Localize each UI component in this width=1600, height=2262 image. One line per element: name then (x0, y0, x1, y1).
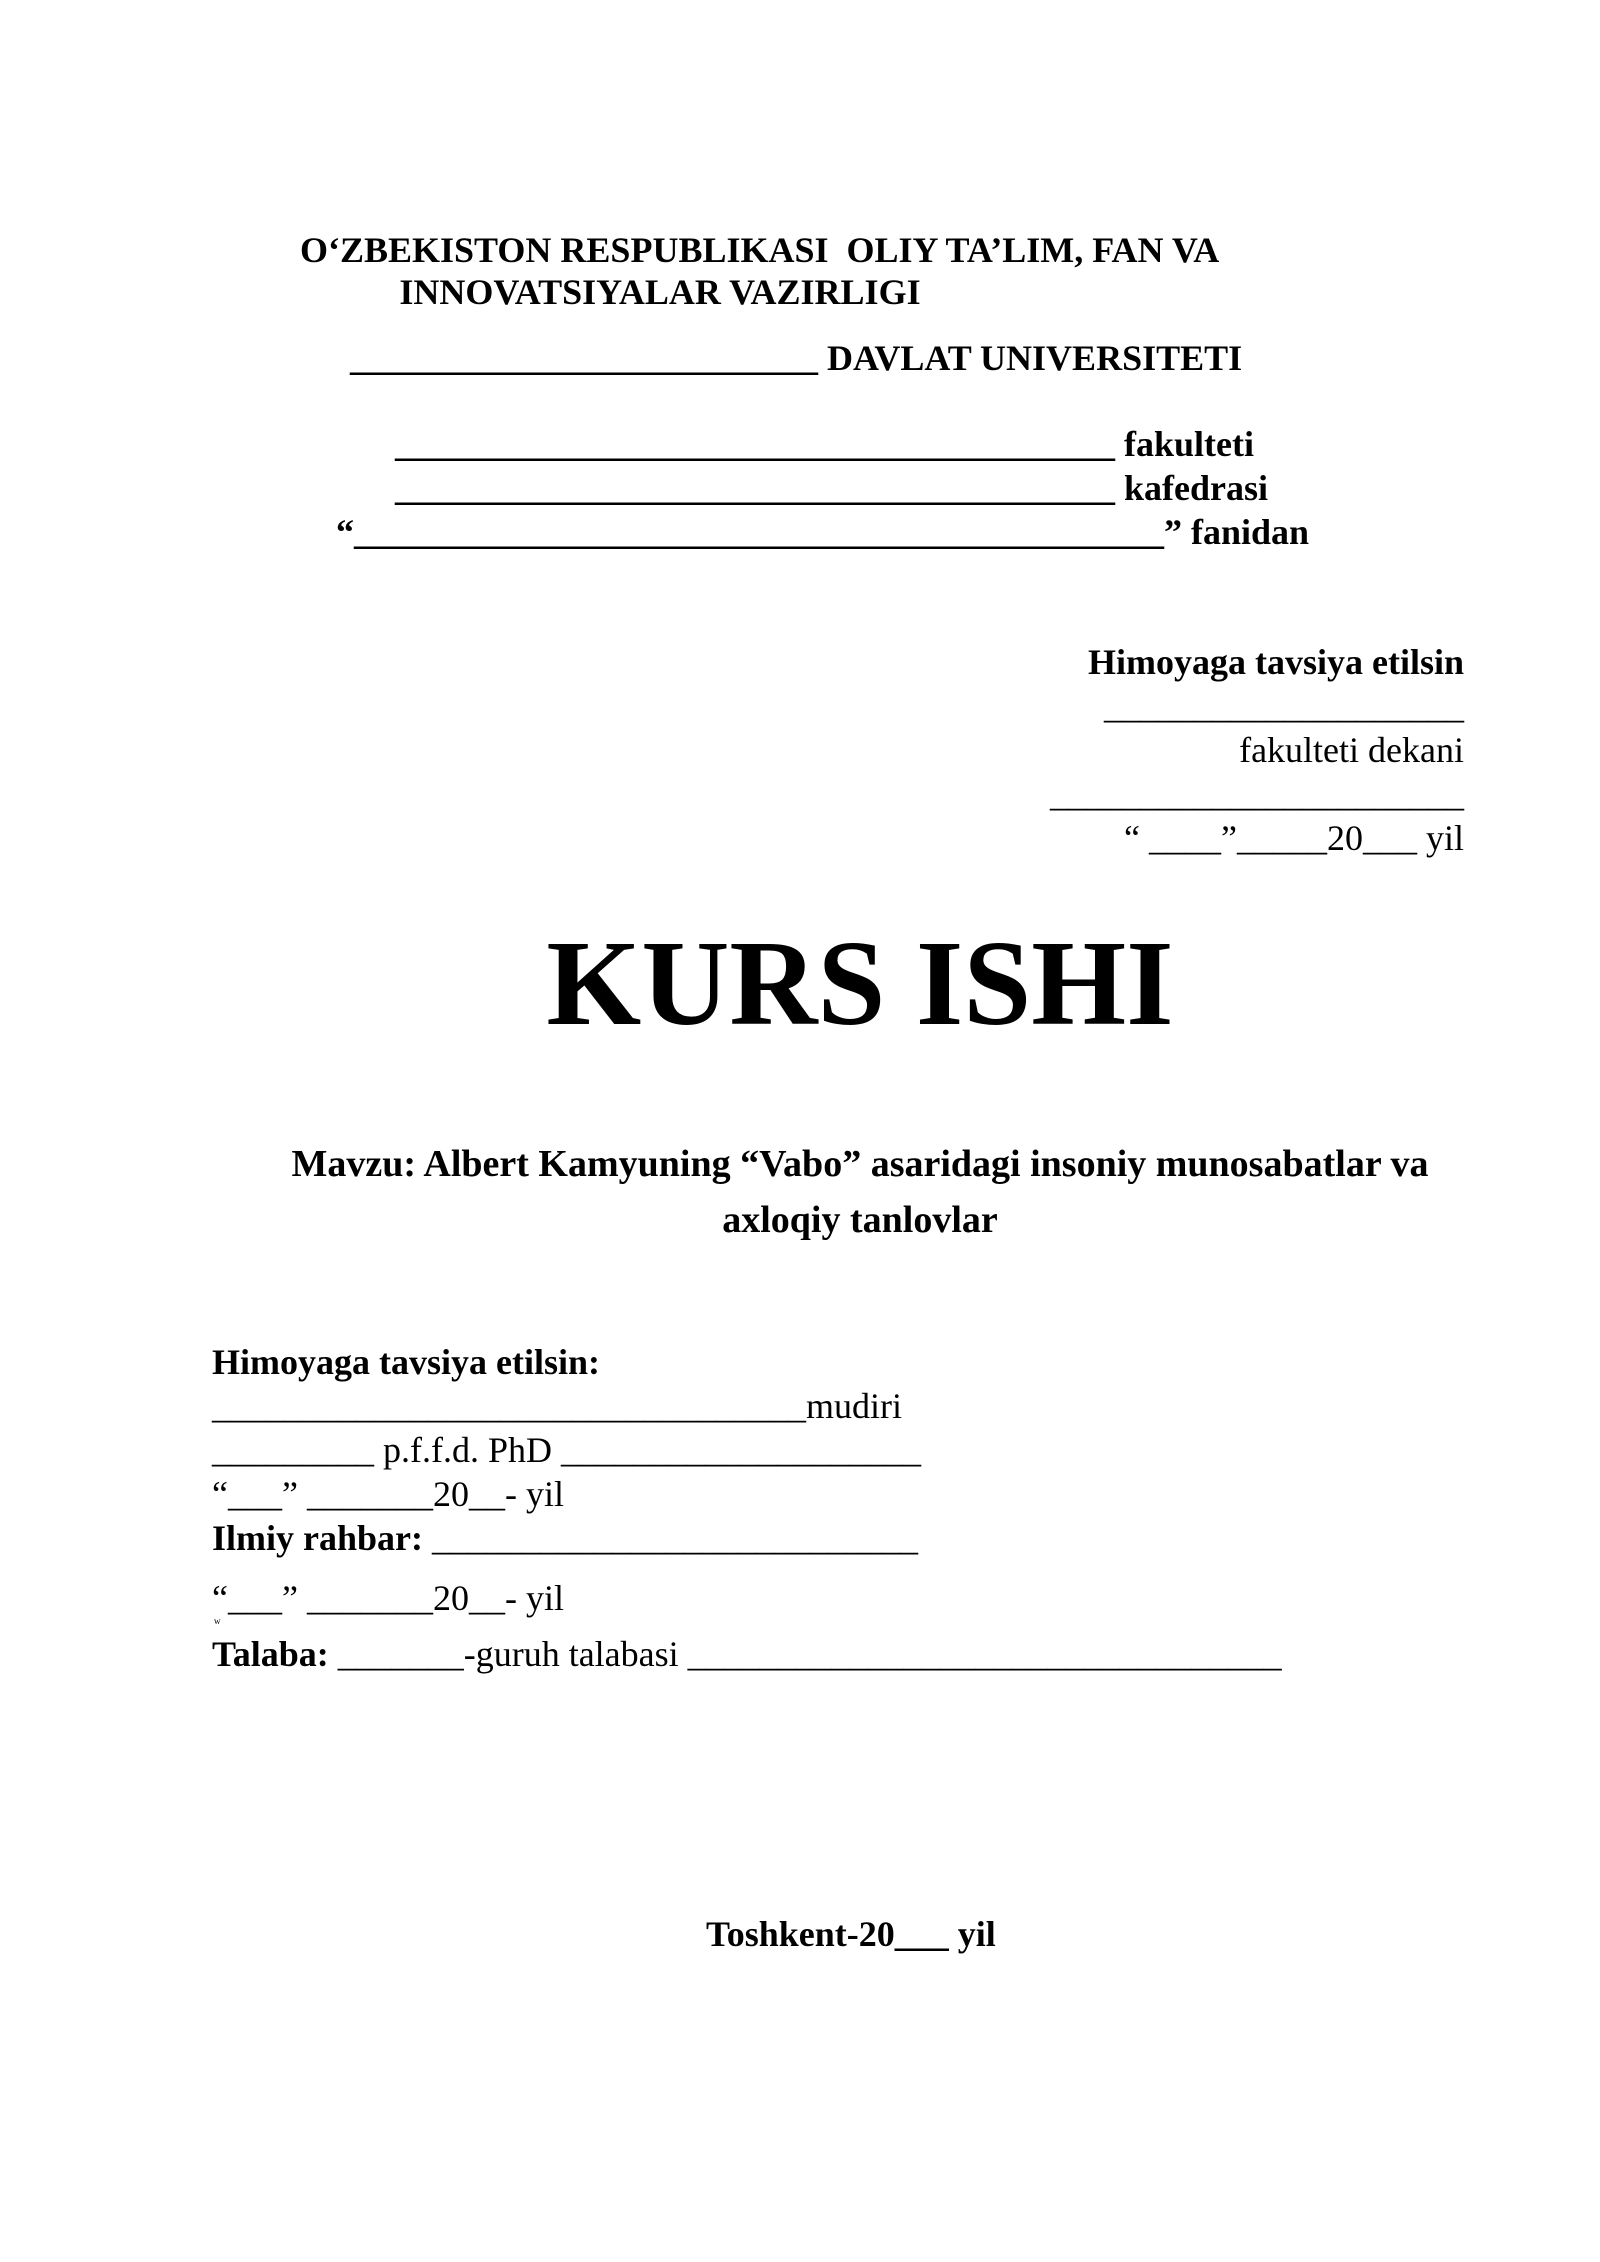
approval-top-signature-line: ____________________ (1104, 686, 1464, 726)
advisor-blank: ___________________________ (423, 1518, 918, 1558)
student-label: Talaba: (212, 1634, 329, 1674)
student-line (212, 1632, 1282, 1676)
document-title: KURS ISHI (546, 916, 1174, 1051)
approval-top-blank-line: _______________________ (1050, 774, 1464, 814)
footer-city-year: Toshkent-20___ yil (706, 1914, 996, 1954)
advisor-line (212, 1516, 918, 1560)
ministry-line-1: O‘ZBEKISTON RESPUBLIKASI OLIY TA’LIM, FAN VA (300, 230, 1220, 270)
tiny-mark: w (214, 1616, 221, 1626)
student-rest: _______-guruh talabasi _________________________________ (328, 1634, 1282, 1674)
approval-bottom-heading: Himoyaga tavsiya etilsin: (212, 1342, 600, 1382)
topic-line-1: Mavzu: Albert Kamyuning “Vabo” asaridagi insoniy munosabatlar va (291, 1143, 1429, 1185)
approval-date-2: “___” _______20__- yil (212, 1578, 564, 1618)
subject-line: “_____________________________________________” fanidan (336, 512, 1310, 552)
approval-date-1: “___” _______20__- yil (212, 1474, 564, 1514)
approval-top-date: “ ____”_____20___ yil (1124, 818, 1464, 858)
department-head-line: _________________________________mudiri (212, 1386, 902, 1426)
degree-line: _________ p.f.f.d. PhD ____________________ (212, 1430, 921, 1470)
advisor-label: Ilmiy rahbar: (212, 1518, 423, 1558)
approval-top-role: fakulteti dekani (1239, 730, 1464, 770)
faculty-line: ________________________________________ fakulteti (395, 424, 1254, 464)
ministry-line-2: INNOVATSIYALAR VAZIRLIGI (399, 272, 921, 312)
approval-top-heading: Himoyaga tavsiya etilsin (1088, 642, 1464, 682)
topic-line-2: axloqiy tanlovlar (722, 1199, 998, 1241)
university-line: __________________________ DAVLAT UNIVERSITETI (350, 338, 1243, 378)
department-line: ________________________________________ kafedrasi (395, 468, 1268, 508)
